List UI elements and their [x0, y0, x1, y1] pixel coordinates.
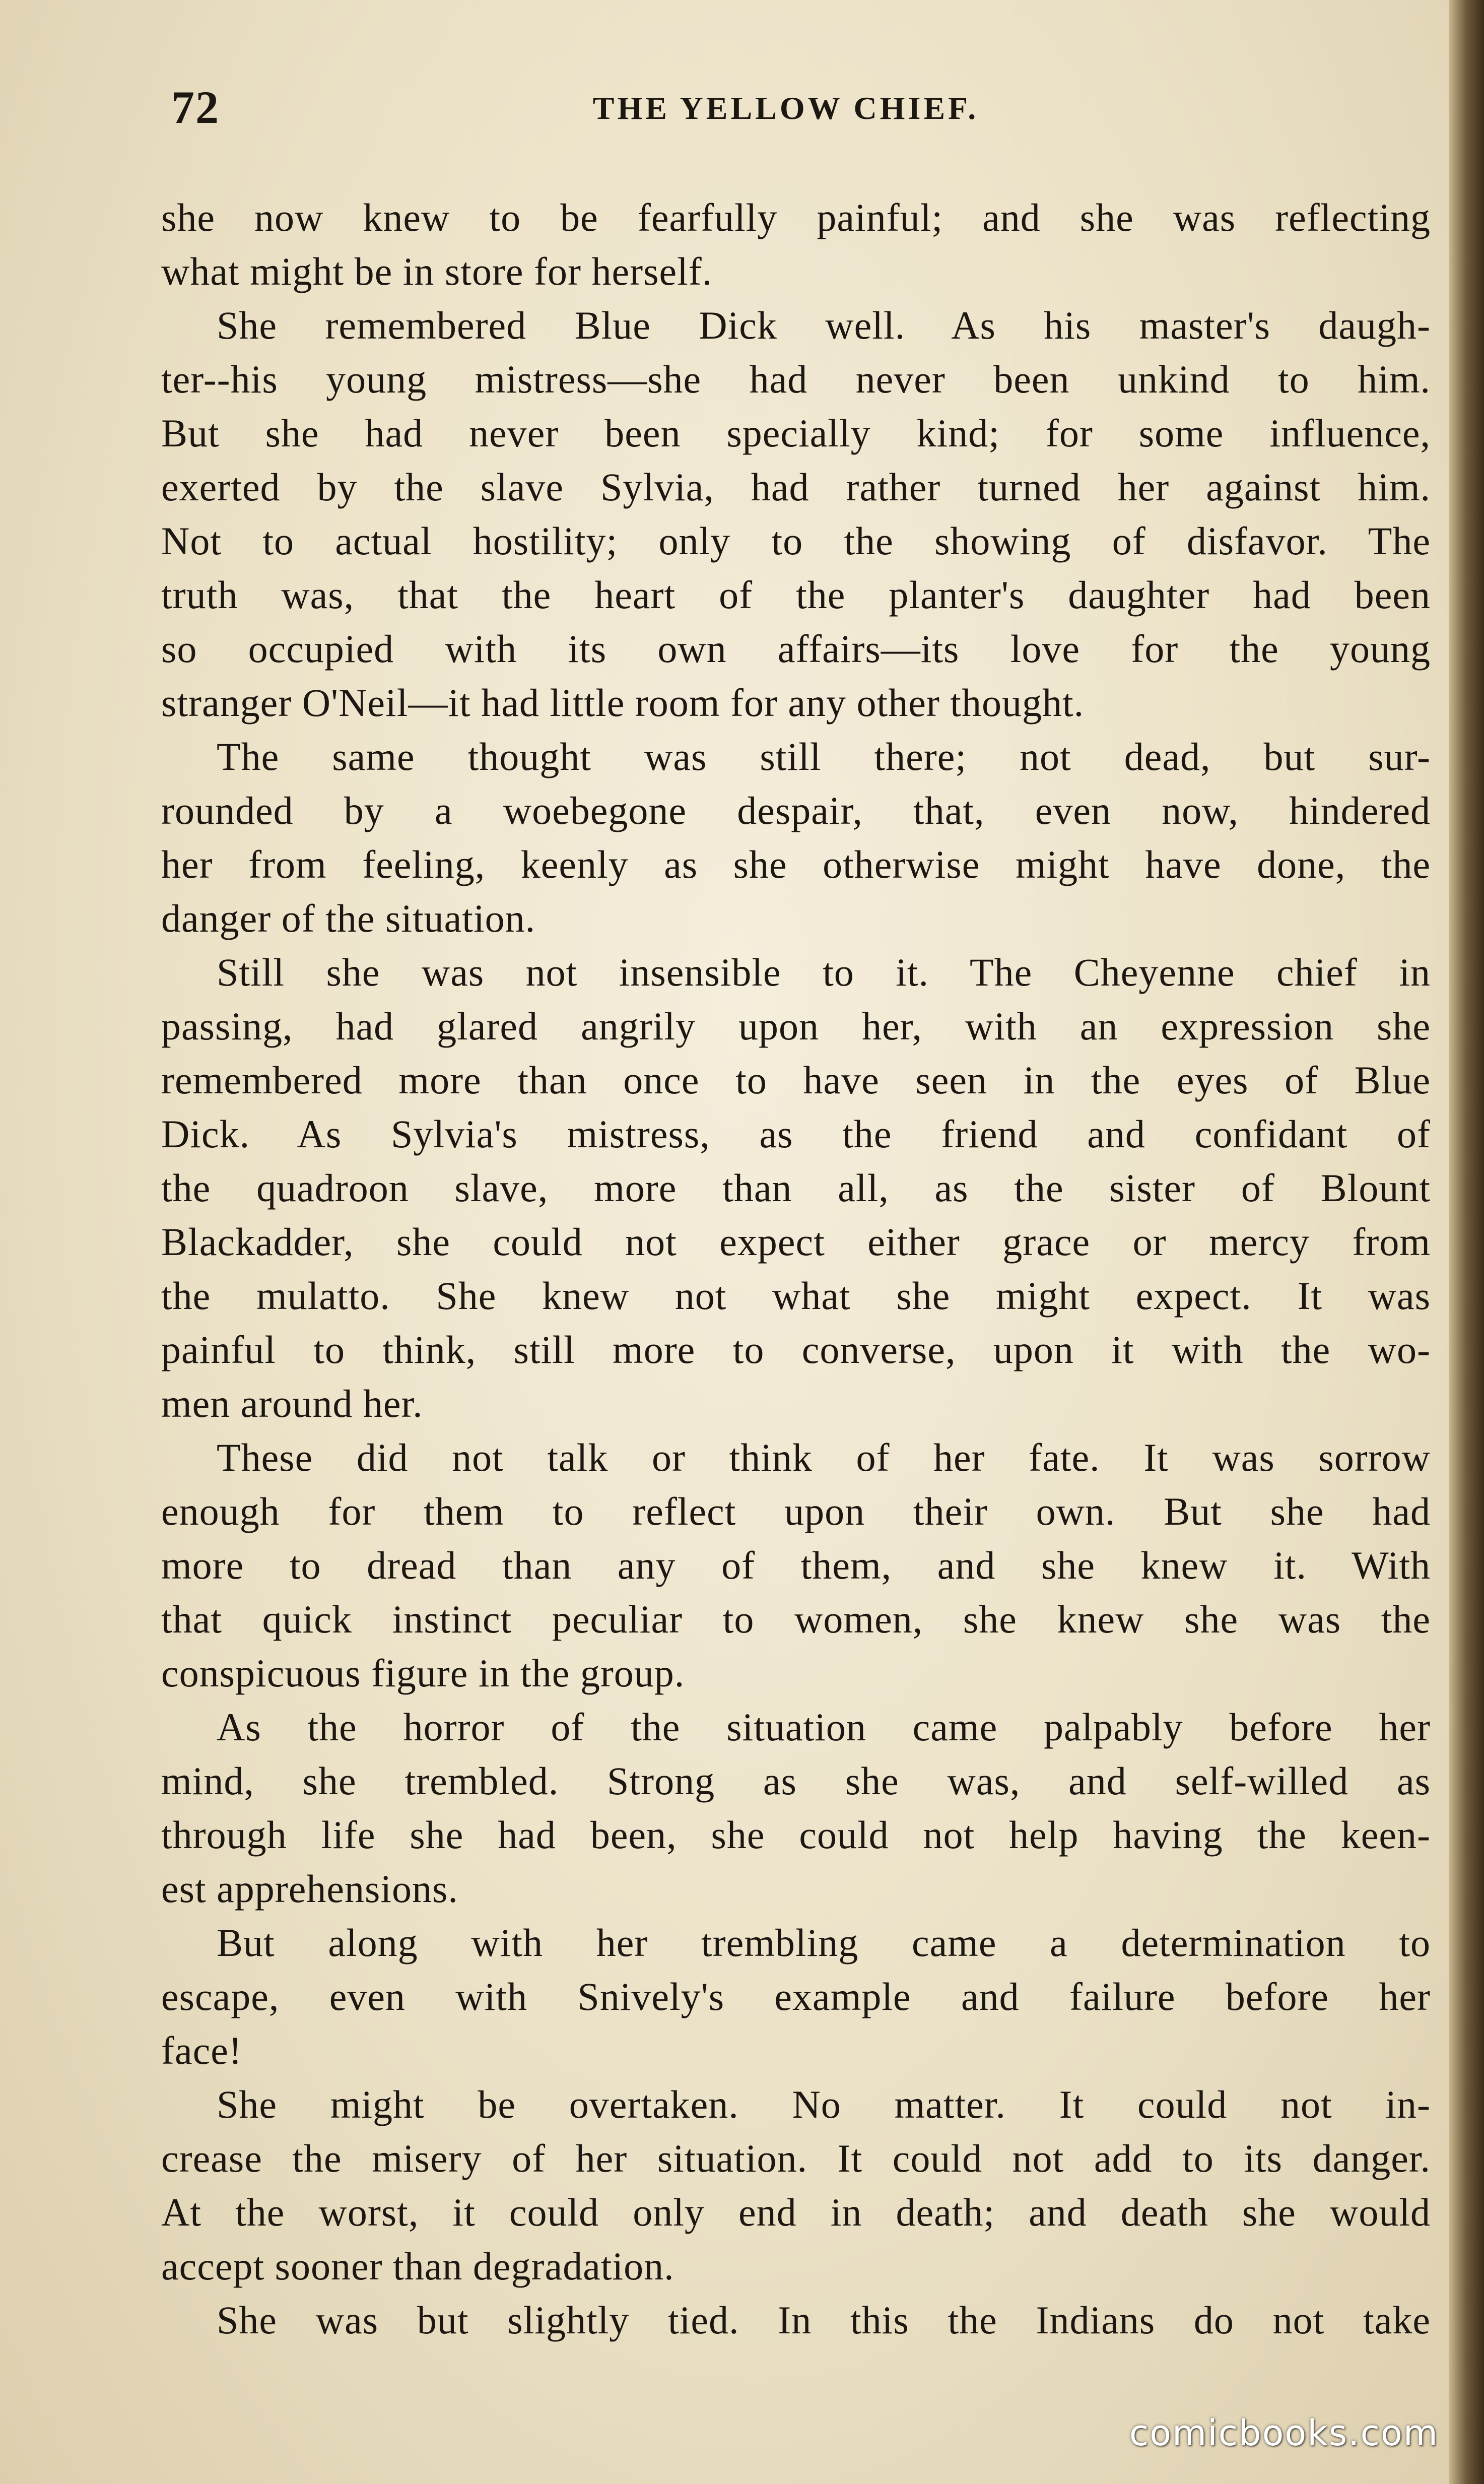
text-line: what might be in store for herself. [161, 249, 713, 293]
text-line: painful to think, still more to converse, upon it with the wo- [161, 1328, 1431, 1371]
text-line: men around her. [161, 1382, 423, 1425]
text-line: As the horror of the situation came palpably before her [217, 1705, 1431, 1749]
text-line: so occupied with its own affairs—its love for the young [161, 627, 1431, 671]
text-line: the quadroon slave, more than all, as the sister of Blount [161, 1166, 1431, 1210]
text-line: At the worst, it could only end in death; and death she would [161, 2190, 1431, 2234]
text-line: She remembered Blue Dick well. As his master's daugh- [217, 303, 1431, 347]
body-text [161, 190, 1431, 2347]
text-line: face! [161, 2029, 242, 2072]
text-line: Dick. As Sylvia's mistress, as the friend and confidant of [161, 1112, 1431, 1156]
text-line: passing, had glared angrily upon her, with an expression she [161, 1004, 1431, 1048]
text-line: her from feeling, keenly as she otherwise might have done, the [161, 842, 1431, 886]
text-line: that quick instinct peculiar to women, she knew she was the [161, 1597, 1431, 1641]
text-line: exerted by the slave Sylvia, had rather turned her against him. [161, 465, 1431, 509]
text-line: The same thought was still there; not dead, but sur- [217, 735, 1431, 778]
text-line: She was but slightly tied. In this the Indians do not take [217, 2298, 1431, 2342]
text-line: she now knew to be fearfully painful; and she was reflecting [161, 195, 1431, 239]
text-line: But along with her trembling came a determination to [217, 1921, 1431, 1965]
text-line: But she had never been specially kind; for some influence, [161, 411, 1431, 455]
text-line: rounded by a woebegone despair, that, even now, hindered [161, 789, 1431, 832]
text-line: conspicuous figure in the group. [161, 1651, 685, 1695]
text-line: She might be overtaken. No matter. It could not in- [217, 2082, 1431, 2126]
site-watermark: comicbooks.com [1129, 2412, 1439, 2454]
text-line: more to dread than any of them, and she knew it. With [161, 1543, 1431, 1587]
page-gutter-shadow [1449, 0, 1484, 2484]
text-line: stranger O'Neil—it had little room for any other thought. [161, 681, 1085, 725]
text-line: escape, even with Snively's example and failure before her [161, 1975, 1431, 2018]
text-line: danger of the situation. [161, 896, 536, 940]
text-line: enough for them to reflect upon their own. But she had [161, 1489, 1431, 1533]
text-line: These did not talk or think of her fate. It was sorrow [217, 1435, 1431, 1479]
text-line: Blackadder, she could not expect either grace or mercy from [161, 1220, 1431, 1264]
text-line: truth was, that the heart of the planter's daughter had been [161, 573, 1431, 617]
text-line: crease the misery of her situation. It could not add to its danger. [161, 2136, 1431, 2180]
text-line: mind, she trembled. Strong as she was, and self-willed as [161, 1759, 1431, 1803]
text-line: remembered more than once to have seen in the eyes of Blue [161, 1058, 1431, 1102]
text-line: Not to actual hostility; only to the showing of disfavor. The [161, 519, 1431, 563]
text-line: ter--his young mistress—she had never been unkind to him. [161, 357, 1431, 401]
page-header [161, 76, 1410, 136]
text-line: the mulatto. She knew not what she might expect. It was [161, 1274, 1431, 1318]
page-number: 72 [171, 82, 220, 133]
text-line: accept sooner than degradation. [161, 2244, 674, 2288]
text-line: Still she was not insensible to it. The Cheyenne chief in [217, 950, 1431, 994]
running-head: THE YELLOW CHIEF. [592, 90, 979, 126]
text-line: through life she had been, she could not help having the keen- [161, 1813, 1431, 1857]
text-line: est apprehensions. [161, 1867, 458, 1911]
